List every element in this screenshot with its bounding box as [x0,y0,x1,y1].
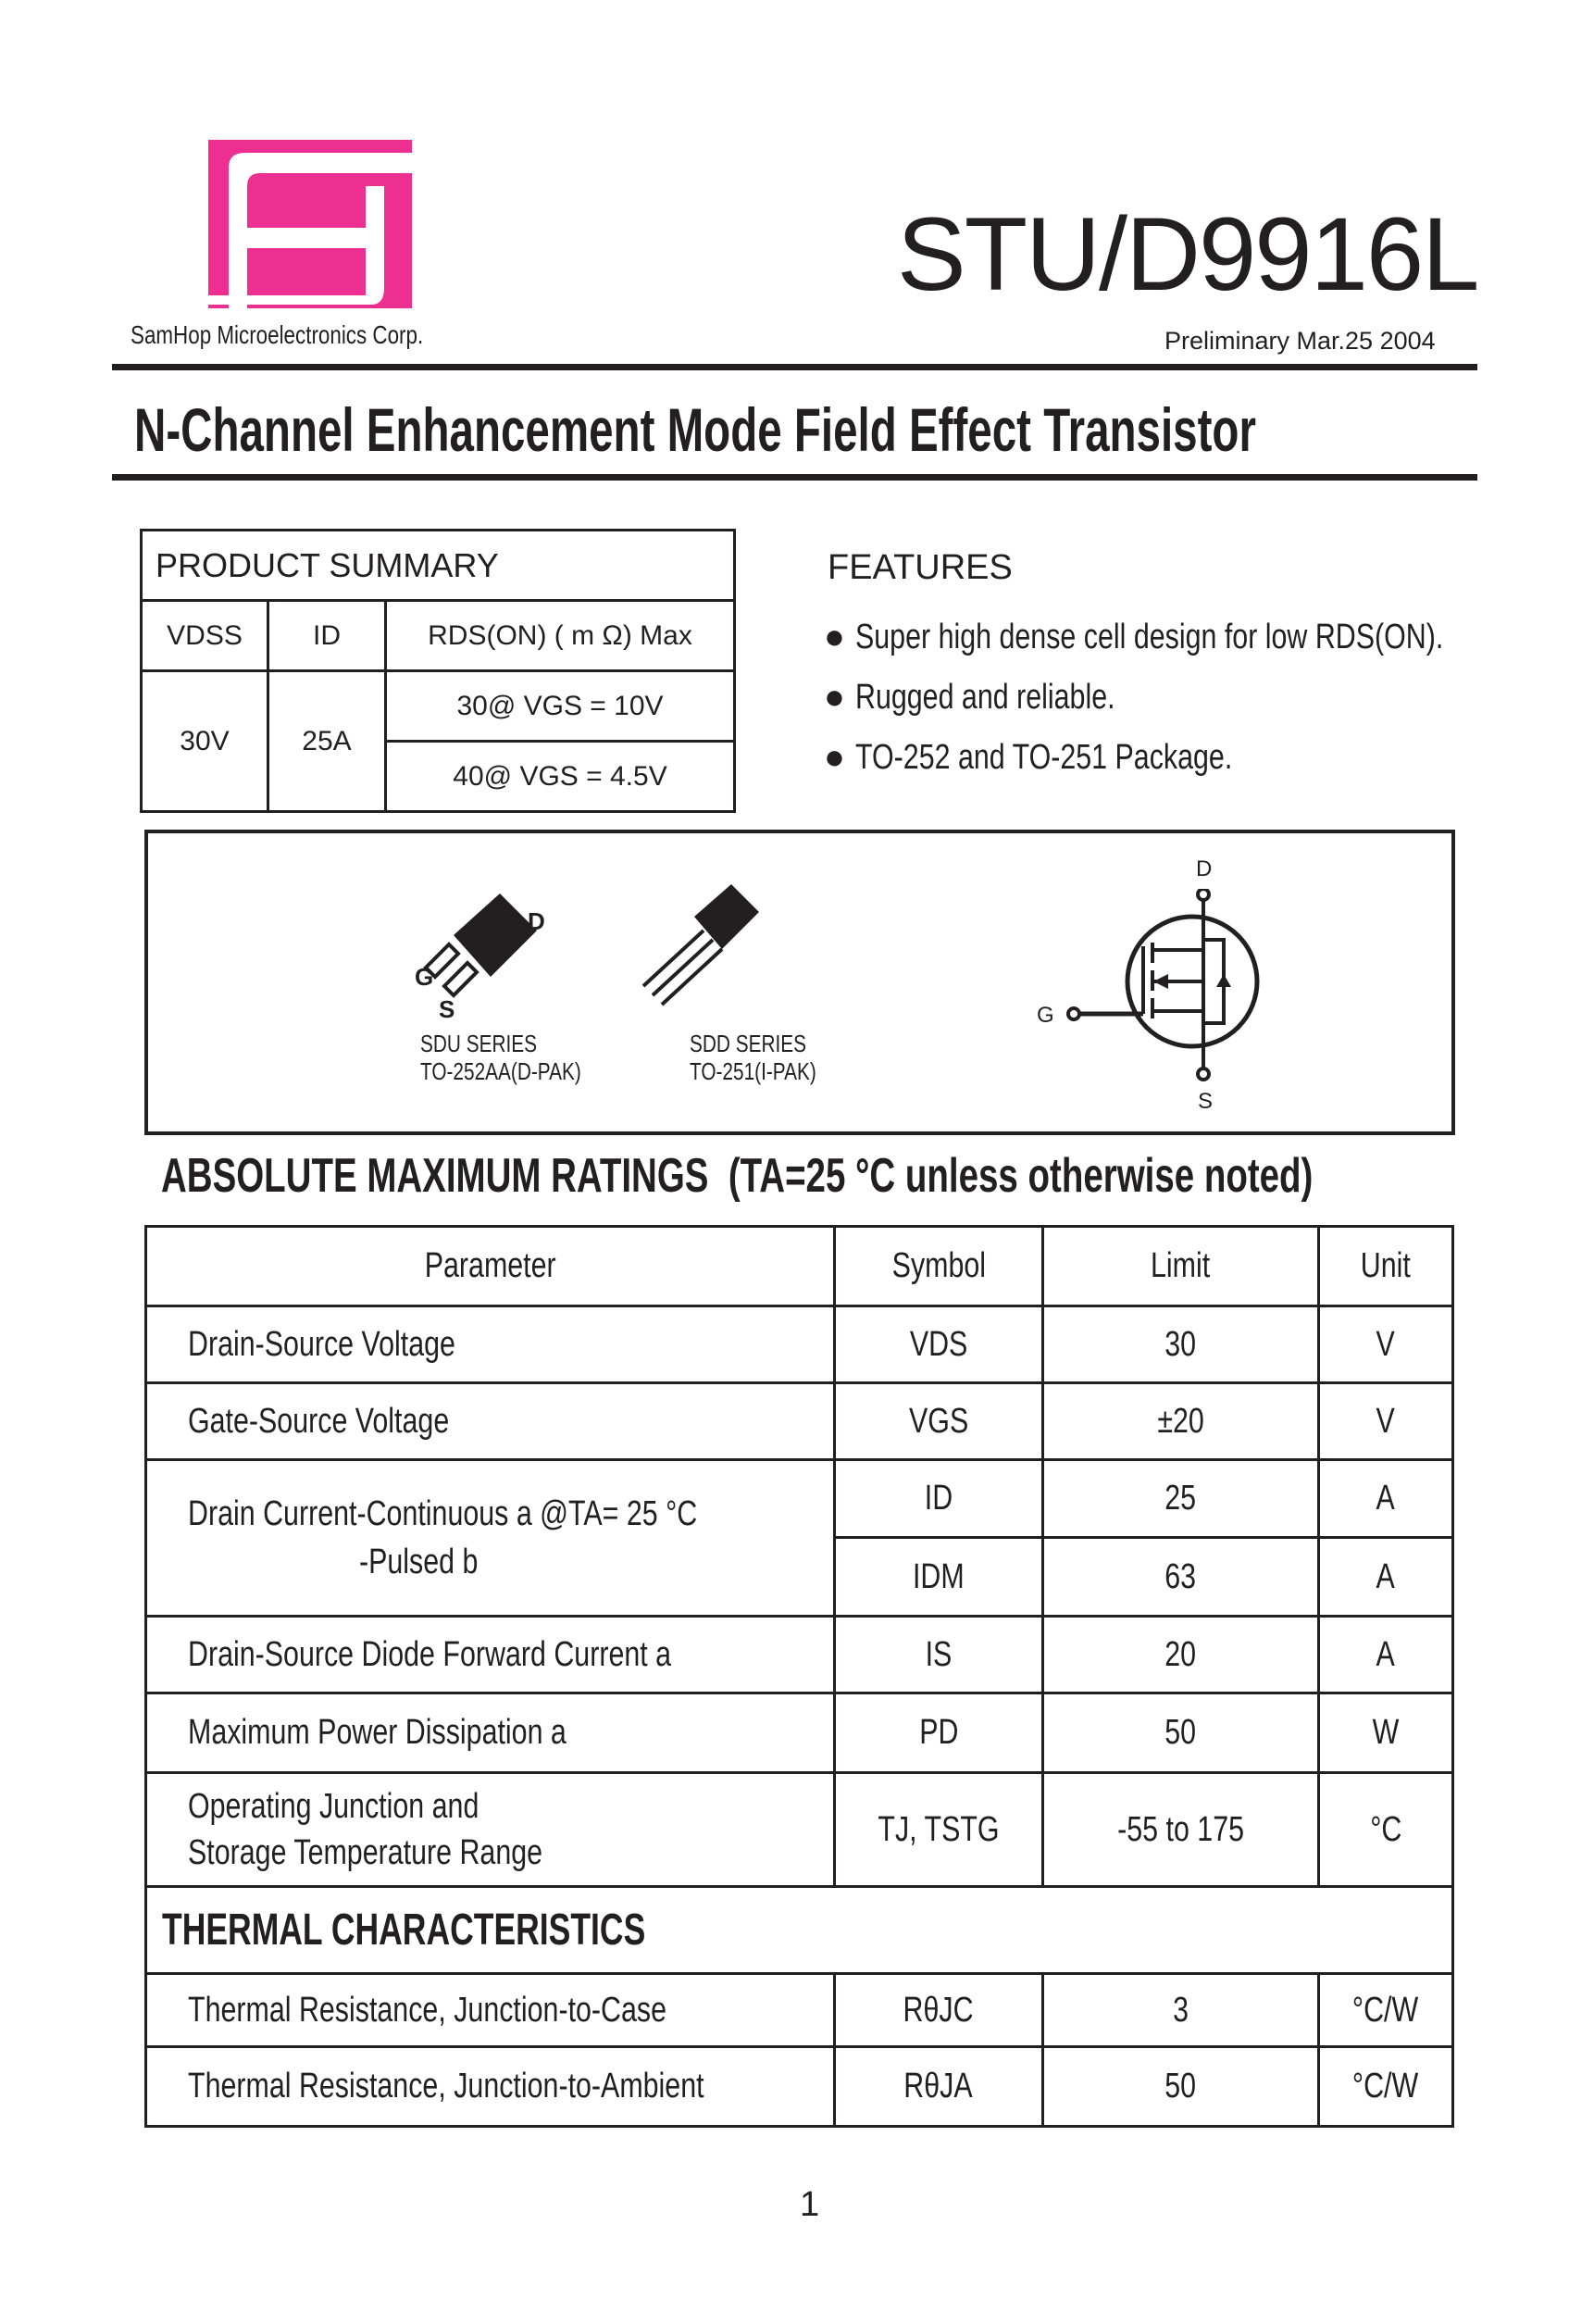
col-header: Symbol [891,1246,986,1285]
col-header: Unit [1360,1246,1412,1285]
date: Preliminary Mar.25 2004 [1164,327,1436,355]
table-row: Drain-Source Voltage VDS 30 V [146,1306,1453,1383]
page-number: 1 [800,2185,820,2224]
table-row: Maximum Power Dissipation a PD 50 W [146,1693,1453,1773]
rds-value: 40@ VGS = 4.5V [386,742,735,812]
symbol-label-d: D [1196,856,1213,881]
col-header: Limit [1151,1246,1211,1285]
feature-item: ● TO-252 and TO-251 Package. [824,738,1232,777]
pin-label-s: S [439,995,455,1023]
ratings-table [144,1225,1454,2128]
table-row: Thermal Resistance, Junction-to-Ambient RθJA 50 °C/W [146,2047,1453,2127]
table-row: Drain-Source Diode Forward Current a IS 20 A [146,1617,1453,1693]
rds-value: 30@ VGS = 10V [386,671,735,742]
package-icons [407,880,889,1018]
table-row: Thermal Resistance, Junction-to-Case RθJC 3 °C/W [146,1974,1453,2047]
header-rds: RDS(ON) ( m Ω) Max [386,601,735,671]
company-name: SamHop Microelectronics Corp. [131,320,424,349]
symbol-label-s: S [1198,1089,1214,1114]
col-header: Parameter [424,1246,556,1285]
pin-label-g: G [415,963,434,991]
samhop-logo [208,140,412,308]
table-row: Operating Junction and Storage Temperature Range TJ, TSTG -55 to 175 °C [146,1773,1453,1887]
vdss-value: 30V [142,671,268,812]
header-vdss: VDSS [142,601,268,671]
mosfet-symbol-icon [1065,889,1268,1093]
symbol-label-g: G [1037,1003,1054,1028]
sdd-package-label: SDD SERIES TO-251(I-PAK) [690,1030,816,1085]
divider [112,474,1477,481]
part-number: STU/D9916L [897,196,1478,312]
id-value: 25A [268,671,386,812]
divider [112,364,1477,370]
features-title: FEATURES [828,548,1013,587]
features-list [824,607,1590,788]
product-summary-table [140,529,736,813]
sdu-package-label: SDU SERIES TO-252AA(D-PAK) [420,1030,581,1085]
pin-label-d: D [528,907,545,935]
feature-item: ● Super high dense cell design for low RDS(ON). [824,618,1443,656]
table-row: Gate-Source Voltage VGS ±20 V [146,1383,1453,1460]
summary-title: PRODUCT SUMMARY [142,531,735,601]
page-title: N-Channel Enhancement Mode Field Effect Transistor [134,395,1256,464]
table-row: IDM 63 A [146,1538,1453,1617]
thermal-heading: THERMAL CHARACTERISTICS [146,1887,1453,1974]
header-id: ID [268,601,386,671]
abs-max-heading: ABSOLUTE MAXIMUM RATINGS (TA=25 °C unless otherwise noted) [161,1149,1314,1203]
feature-item: ● Rugged and reliable. [824,678,1115,717]
table-row: Drain Current-Continuous a @TA= 25 °C -Pulsed b ID 25 A [146,1460,1453,1538]
